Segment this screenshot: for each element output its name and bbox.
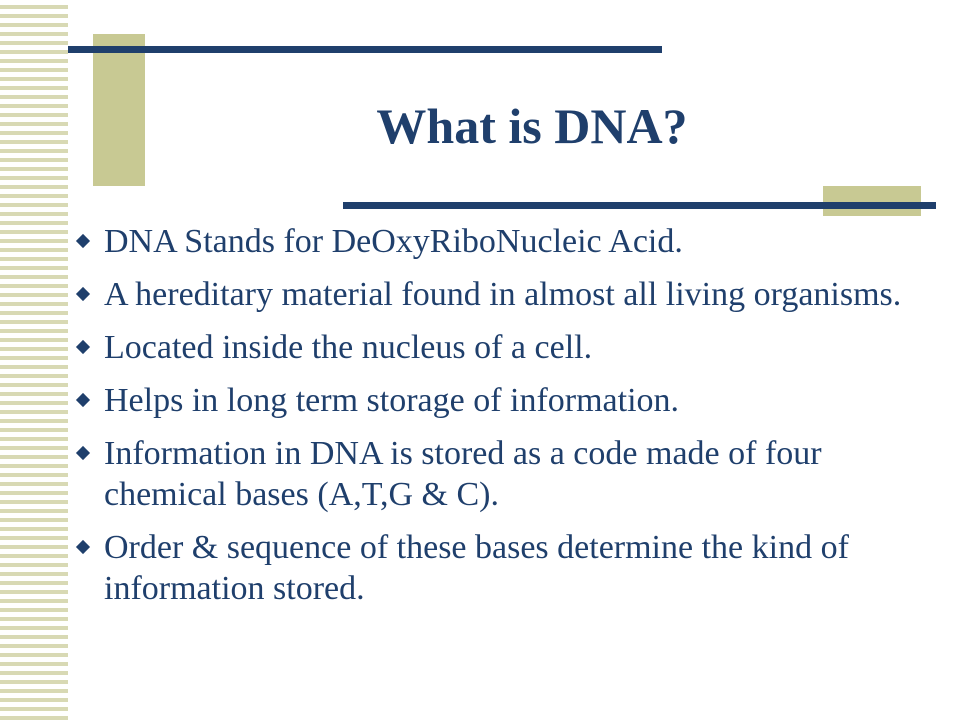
diamond-bullet-icon: [76, 446, 90, 460]
bullet-item: [74, 527, 924, 609]
bullet-text: Information in DNA is stored as a code made of four chemical bases (A,T,G & C).: [104, 435, 822, 513]
bullet-item: [74, 221, 924, 262]
bullet-text: Located inside the nucleus of a cell.: [104, 329, 593, 366]
slide-title: What is DNA?: [376, 98, 688, 154]
diamond-bullet-icon: [76, 393, 90, 407]
bullet-text: Helps in long term storage of information.: [104, 382, 680, 419]
bullet-text: DNA Stands for DeOxyRiboNucleic Acid.: [104, 223, 683, 260]
decorative-olive-block: [823, 186, 921, 216]
bullet-list: [74, 221, 924, 621]
bullet-text: Order & sequence of these bases determine the kind of information stored.: [104, 529, 849, 607]
diamond-bullet-icon: [76, 234, 90, 248]
diamond-bullet-icon: [76, 287, 90, 301]
bullet-item: [74, 433, 924, 515]
decorative-top-rule: [68, 46, 662, 53]
bullet-item: [74, 380, 924, 421]
bullet-item: [74, 274, 924, 315]
bullet-text: A hereditary material found in almost all living organisms.: [104, 276, 902, 313]
bullet-item: [74, 327, 924, 368]
diamond-bullet-icon: [76, 540, 90, 554]
diamond-bullet-icon: [76, 340, 90, 354]
decorative-bottom-rule: [343, 202, 936, 209]
